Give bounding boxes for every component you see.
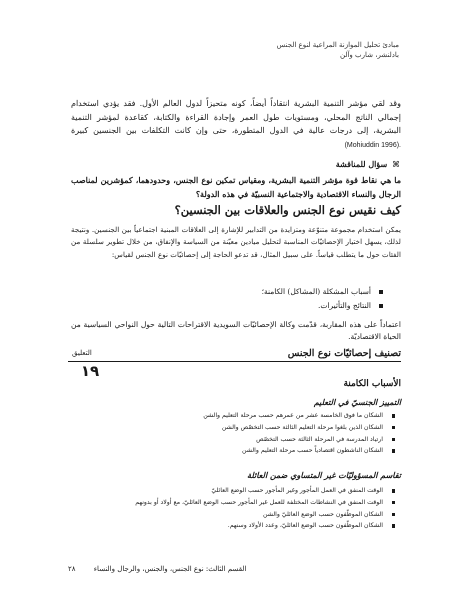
paragraph-intro xyxy=(71,97,401,152)
list-item: الوقت المنفق في العمل المأجور وغير المأجور حسب الوضع العائليّ xyxy=(105,485,395,497)
list-item: الشكان الموظّفون حسب الوضع العائليّ والشن xyxy=(105,509,395,521)
table-number: ١٩ xyxy=(68,361,112,380)
section-heading: كيف نقيس نوع الجنس والعلاقات بين الجنسين؟ xyxy=(174,203,401,217)
list-item: ارتياد المدرسة في المرحلة الثالثة حسب التخصّص xyxy=(105,434,395,446)
running-head-line-2: بادلنشر، شارب وآلن xyxy=(339,51,399,59)
measures-list xyxy=(83,285,383,313)
running-head-line-1: مبادئ تحليل الموازنة المراعية لنوع الجنس xyxy=(276,41,399,49)
list-item: النتائج والتأثيرات. xyxy=(83,299,383,313)
page-footer xyxy=(68,565,368,573)
group-list-education xyxy=(105,410,395,457)
citation: (Mohiuddin 1996). xyxy=(344,141,401,149)
group-title-education: التمييز الجنسيّ في التعليم xyxy=(313,397,401,407)
discussion-question-text: ما هي نقاط قوة مؤشر التنمية البشرية، ومقياس تمكين نوع الجنس، وحدودهما، كمؤشرين لمناصب الرجال والنساء الاقتصادية والاجتماعية النسبيّة في هذه الدولة؟ xyxy=(71,175,401,199)
list-item: الشكان الموظّفون حسب الوضع العائليّ، وعدد الأولاد وسنهم. xyxy=(105,520,395,532)
list-item: الشكان الناشطون اقتصادياً حسب مرحلة التعليم والشن xyxy=(105,445,395,457)
discussion-question-label: سؤال للمناقشة xyxy=(335,159,388,169)
list-item: الشكان الذين بلغوا مرحلة التعليم الثالثة حسب التخصّص والشن xyxy=(105,422,395,434)
list-item: الوقت المنفق في النشاطات المختلفة للعمل غير المأجور حسب الوضع العائليّ، مع أولاد أو بدونهم xyxy=(105,497,395,509)
command-icon: ⌘ xyxy=(392,160,400,169)
table-label: التعليق xyxy=(72,349,92,357)
list-item: أسباب المشكلة (المشاكل) الكامنة؛ xyxy=(83,285,383,299)
group-title-family: تقاسم المسؤوليّات غير المتساوي ضمن العائلة xyxy=(247,470,401,480)
discussion-question-heading xyxy=(100,159,400,169)
group-list-family xyxy=(105,485,395,532)
list-item: الشكان ما فوق الخامسة عشر من عمرهم حسب مرحلة التعليم والشن xyxy=(105,410,395,422)
paragraph-measures: يمكن استخدام مجموعة متنوّعة ومتزايدة من التدابير للإشارة إلى العلاقات المبنية اجتماعياً بين الجنسين. ونتيجة لذلك، يسهل اختيار الإحصائيّات المناسبة لتحليل ميادين معيّنة من السياسة والإنفاق، من خلال تطوير سلسلة من الفئات حول ما يتطلب قياساً. على سبيل المثال، قد تدعو الحاجة إلى إحصائيّات نوع الجنس لقياس: xyxy=(71,225,401,259)
paragraph-swedish-agency: اعتماداً على هذه المقاربة، قدّمت وكالة الإحصائيّات السويدية الاقتراحات التالية حول النواحي السياسية من الحياة الاقتصاديّة. xyxy=(71,320,401,342)
page-number: ٢٨ xyxy=(68,565,76,573)
paragraph-intro-text: وقد لقي مؤشر التنمية البشرية انتقاداً أيضاً، كونه متحيزاً لدول العالم الأول. فقد يؤدي استخدام إجمالي الناتج المحلي، ومستويات طول العمر وإجادة القراءة والكتابة، كقاعدة لمؤشر التنمية البشرية، إلى درجات عالية في الدول المتطورة، حتى وإن كانت التكلفات بين الجنسين كبيرة xyxy=(71,99,401,136)
table-section-title: الأسباب الكامنة xyxy=(343,379,401,389)
table-title: تصنيف إحصائيّات نوع الجنس xyxy=(111,348,401,362)
footer-text: القسم الثالث: نوع الجنس، والجنس، والرجال والنساء xyxy=(93,565,247,573)
running-head xyxy=(199,40,399,60)
